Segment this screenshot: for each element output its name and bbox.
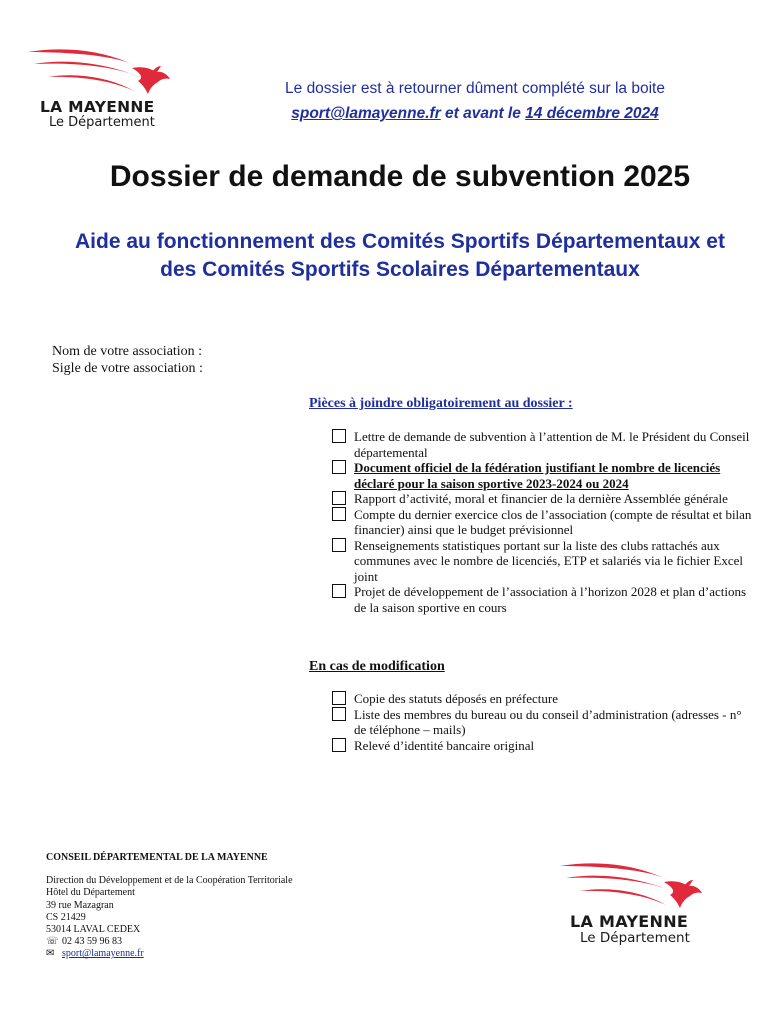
horse-logo-icon: [556, 858, 706, 916]
checklist-item: [332, 707, 752, 738]
notice-deadline: 14 décembre 2024: [525, 105, 659, 122]
checklist-item-label: Rapport d’activité, moral et financier de la dernière Assemblée générale: [354, 491, 728, 506]
checklist-item-label: Lettre de demande de subvention à l’attention de M. le Président du Conseil départemental: [354, 429, 750, 460]
checklist-item: [332, 491, 752, 507]
checkbox[interactable]: [332, 738, 346, 752]
footer-building: Hôtel du Département: [46, 887, 135, 899]
logo-subtitle: Le Département: [49, 115, 155, 130]
checkbox[interactable]: [332, 491, 346, 505]
logo-la-mayenne-bottom: [556, 858, 716, 946]
submission-notice: [240, 76, 710, 126]
notice-line-1: Le dossier est à retourner dûment complété sur la boite: [285, 80, 665, 97]
checklist-item: [332, 507, 752, 538]
checkbox[interactable]: [332, 691, 346, 705]
checklist-item: [332, 429, 752, 460]
checklist-item-label: Projet de développement de l’association à l’horizon 2028 et plan d’actions de la saison sportive en cours: [354, 584, 747, 615]
footer-phone: 02 43 59 96 83: [62, 936, 122, 948]
footer-direction: Direction du Développement et de la Coopération Territoriale: [46, 875, 293, 887]
notice-email-link[interactable]: sport@lamayenne.fr: [291, 105, 441, 122]
footer-street: 39 rue Mazagran: [46, 899, 114, 911]
association-acronym-label: Sigle de votre association :: [52, 361, 203, 376]
checklist-item-label: Liste des membres du bureau ou du conseil d’administration (adresses - n° de téléphone – mails): [354, 706, 742, 737]
horse-logo-icon: [24, 44, 174, 102]
checklist-item: [332, 460, 752, 491]
modification-title: En cas de modification: [309, 659, 445, 674]
required-documents-title: Pièces à joindre obligatoirement au dossier :: [309, 396, 573, 411]
logo-name: LA MAYENNE: [40, 98, 155, 116]
footer-email-link[interactable]: sport@lamayenne.fr: [62, 948, 144, 960]
checklist-item-label: Relevé d’identité bancaire original: [354, 737, 535, 753]
checkbox[interactable]: [332, 707, 346, 721]
checklist-item: [332, 691, 752, 707]
checklist-item: [332, 738, 752, 754]
footer-address: [46, 852, 296, 961]
notice-line-2: [240, 101, 710, 126]
checkbox[interactable]: [332, 460, 346, 474]
notice-middle-text: et avant le: [440, 105, 526, 122]
checklist-item-label: Compte du dernier exercice clos de l’association (compte de résultat et bilan financier) ainsi que le budget prévisionnel: [354, 506, 752, 537]
checkbox[interactable]: [332, 507, 346, 521]
checkbox[interactable]: [332, 538, 346, 552]
checklist-item-label: Copie des statuts déposés en préfecture: [354, 691, 558, 706]
checklist-item: [332, 538, 752, 585]
checklist-item-label: Document officiel de la fédération justifiant le nombre de licenciés déclaré pour la saison sportive 2023-2024 ou 2024: [354, 460, 721, 491]
footer-city: 53014 LAVAL CEDEX: [46, 924, 141, 936]
phone-icon: ☏: [46, 936, 59, 948]
page-subtitle: Aide au fonctionnement des Comités Sportifs Départementaux et des Comités Sportifs Scolaires Départementaux: [75, 230, 725, 281]
page-title: Dossier de demande de subvention 2025: [109, 160, 691, 193]
association-fields: [52, 343, 203, 377]
footer-phone-row: [46, 936, 296, 948]
logo-name: LA MAYENNE: [570, 912, 689, 931]
logo-subtitle: Le Département: [580, 930, 690, 946]
modification-documents-list: [332, 691, 752, 753]
checkbox[interactable]: [332, 584, 346, 598]
footer-organization: CONSEIL DÉPARTEMENTAL DE LA MAYENNE: [46, 852, 268, 863]
footer-cs: CS 21429: [46, 911, 86, 923]
association-name-label: Nom de votre association :: [52, 344, 203, 359]
checklist-item: [332, 584, 752, 615]
logo-la-mayenne-top: [24, 44, 184, 130]
checkbox[interactable]: [332, 429, 346, 443]
required-documents-list: [332, 429, 752, 615]
envelope-icon: ✉: [46, 948, 55, 960]
footer-email-row: [46, 948, 296, 960]
checklist-item-label: Renseignements statistiques portant sur la liste des clubs rattachés aux communes avec le nombre de licenciés, ETP et salariés via le fichier Excel joint: [354, 537, 743, 584]
